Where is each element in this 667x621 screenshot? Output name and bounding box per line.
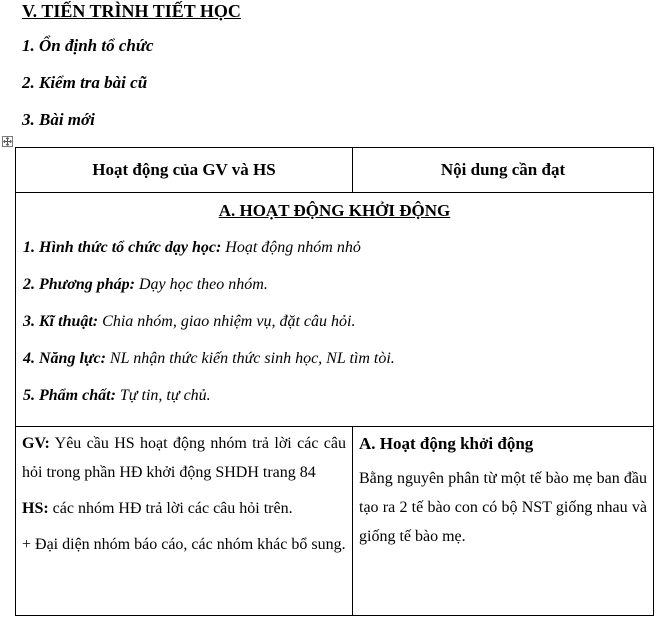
col2-header: Nội dung cần đạt [353,148,654,193]
intro-line: 4. Năng lực: NL nhận thức kiến thức sinh học, NL tìm tòi. [23,350,395,367]
col1-header: Hoạt động của GV và HS [16,148,353,193]
intro-title: A. HOẠT ĐỘNG KHỞI ĐỘNG [218,201,451,220]
intro-cell [16,193,654,427]
content-body: Bằng nguyên phân từ một tế bào mẹ ban đầu tạo ra 2 tế bào con có bộ NST giống nhau và giống tế bào mẹ. [359,470,647,545]
step-2: 2. Kiểm tra bài cũ [22,73,148,92]
intro-line: 3. Kĩ thuật: Chia nhóm, giao nhiệm vụ, đặt câu hỏi. [23,313,356,330]
intro-row [16,193,654,427]
lesson-table [15,147,654,616]
content-title: A. Hoạt động khởi động [359,434,534,453]
activity-row [16,427,654,616]
table-header-row [16,148,654,193]
gv-paragraph: GV: Yêu cầu HS hoạt động nhóm trả lời các câu hỏi trong phần HĐ khởi động SHDH trang 84 [22,435,346,481]
move-arrows-icon[interactable] [2,136,13,147]
gv-hs-cell [16,427,353,616]
intro-line: 2. Phương pháp: Dạy học theo nhóm. [23,276,268,293]
intro-line: 5. Phẩm chất: Tự tin, tự chủ. [23,387,211,404]
intro-line: 1. Hình thức tổ chức dạy học: Hoạt động nhóm nhỏ [23,239,361,256]
step-3: 3. Bài mới [22,110,95,129]
section-heading: V. TIẾN TRÌNH TIẾT HỌC [22,1,241,21]
step-1: 1. Ổn định tổ chức [22,36,154,55]
report-paragraph: + Đại diện nhóm báo cáo, các nhóm khác bổ sung. [22,536,346,553]
content-cell [353,427,654,616]
hs-paragraph: HS: các nhóm HĐ trả lời các câu hỏi trên. [22,500,293,517]
